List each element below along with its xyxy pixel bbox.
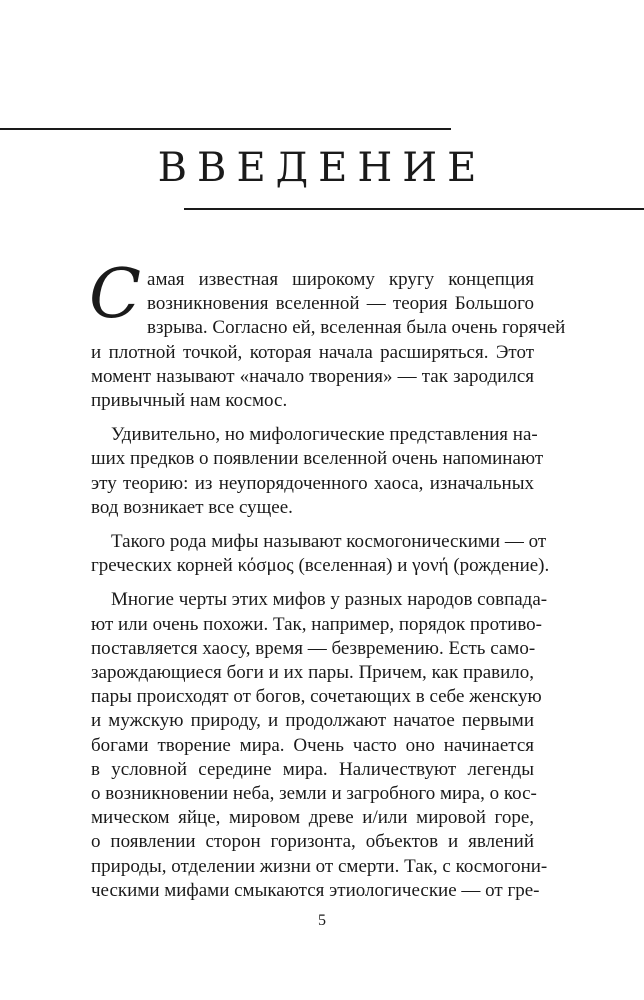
text-line: Удивительно, но мифологические представления на- (111, 424, 538, 446)
text-line: греческих корней κόσμος (вселенная) и γονή (рождение). (91, 555, 550, 577)
text-line: мическом яйце, мировом древе и/или мировой горе, (91, 807, 534, 829)
text-line: Такого рода мифы называют космогоническими — от (111, 531, 547, 553)
text-line: зарождающиеся боги и их пары. Причем, как правило, (91, 662, 534, 684)
paragraph-2 (91, 423, 544, 520)
text-line: и плотной точкой, которая начала расширяться. Этот (91, 341, 534, 363)
text-line: о возникновении неба, земли и загробного мира, о кос- (91, 783, 537, 805)
paragraph-4 (91, 588, 548, 903)
bottom-rule (184, 208, 644, 210)
paragraph-3 (91, 530, 550, 578)
text-line: в условной середине мира. Наличествуют легенды (91, 758, 534, 780)
text-line: возникновения вселенной — теория Большого (147, 293, 534, 315)
text-line: эту теорию: из неупорядоченного хаоса, изначальных (91, 472, 534, 494)
body-text (89, 255, 566, 913)
page-number: 5 (318, 912, 326, 929)
text-line: Многие черты этих мифов у разных народов совпада- (111, 589, 548, 611)
text-line: вод возникает все сущее. (91, 496, 293, 518)
text-line: момент называют «начало творения» — так зародился (91, 365, 534, 387)
text-line: взрыва. Согласно ей, вселенная была очень горячей (147, 317, 566, 339)
text-line: ют или очень похожи. Так, например, порядок противо- (91, 613, 542, 635)
text-line: привычный нам космос. (91, 390, 288, 412)
chapter-title: ВВЕДЕНИЕ (157, 145, 487, 191)
text-line: природы, отделении жизни от смерти. Так, с космогони- (91, 855, 548, 877)
text-line: пары происходят от богов, сочетающих в себе женскую (91, 686, 542, 708)
text-line: ших предков о появлении вселенной очень напоминают (91, 448, 544, 470)
drop-cap: С (89, 255, 142, 334)
text-line: ческими мифами смыкаются этиологические — от гре- (91, 879, 540, 901)
text-line: амая известная широкому кругу концепция (147, 269, 534, 290)
top-rule (0, 128, 451, 130)
text-line: и мужскую природу, и продолжают начатое первыми (91, 710, 534, 732)
text-line: богами творение мира. Очень часто оно начинается (91, 734, 534, 756)
text-line: о появлении сторон горизонта, объектов и явлений (91, 831, 534, 853)
paragraph-1 (89, 255, 566, 413)
text-line: поставляется хаосу, время — безвремению. Есть само- (91, 637, 536, 659)
